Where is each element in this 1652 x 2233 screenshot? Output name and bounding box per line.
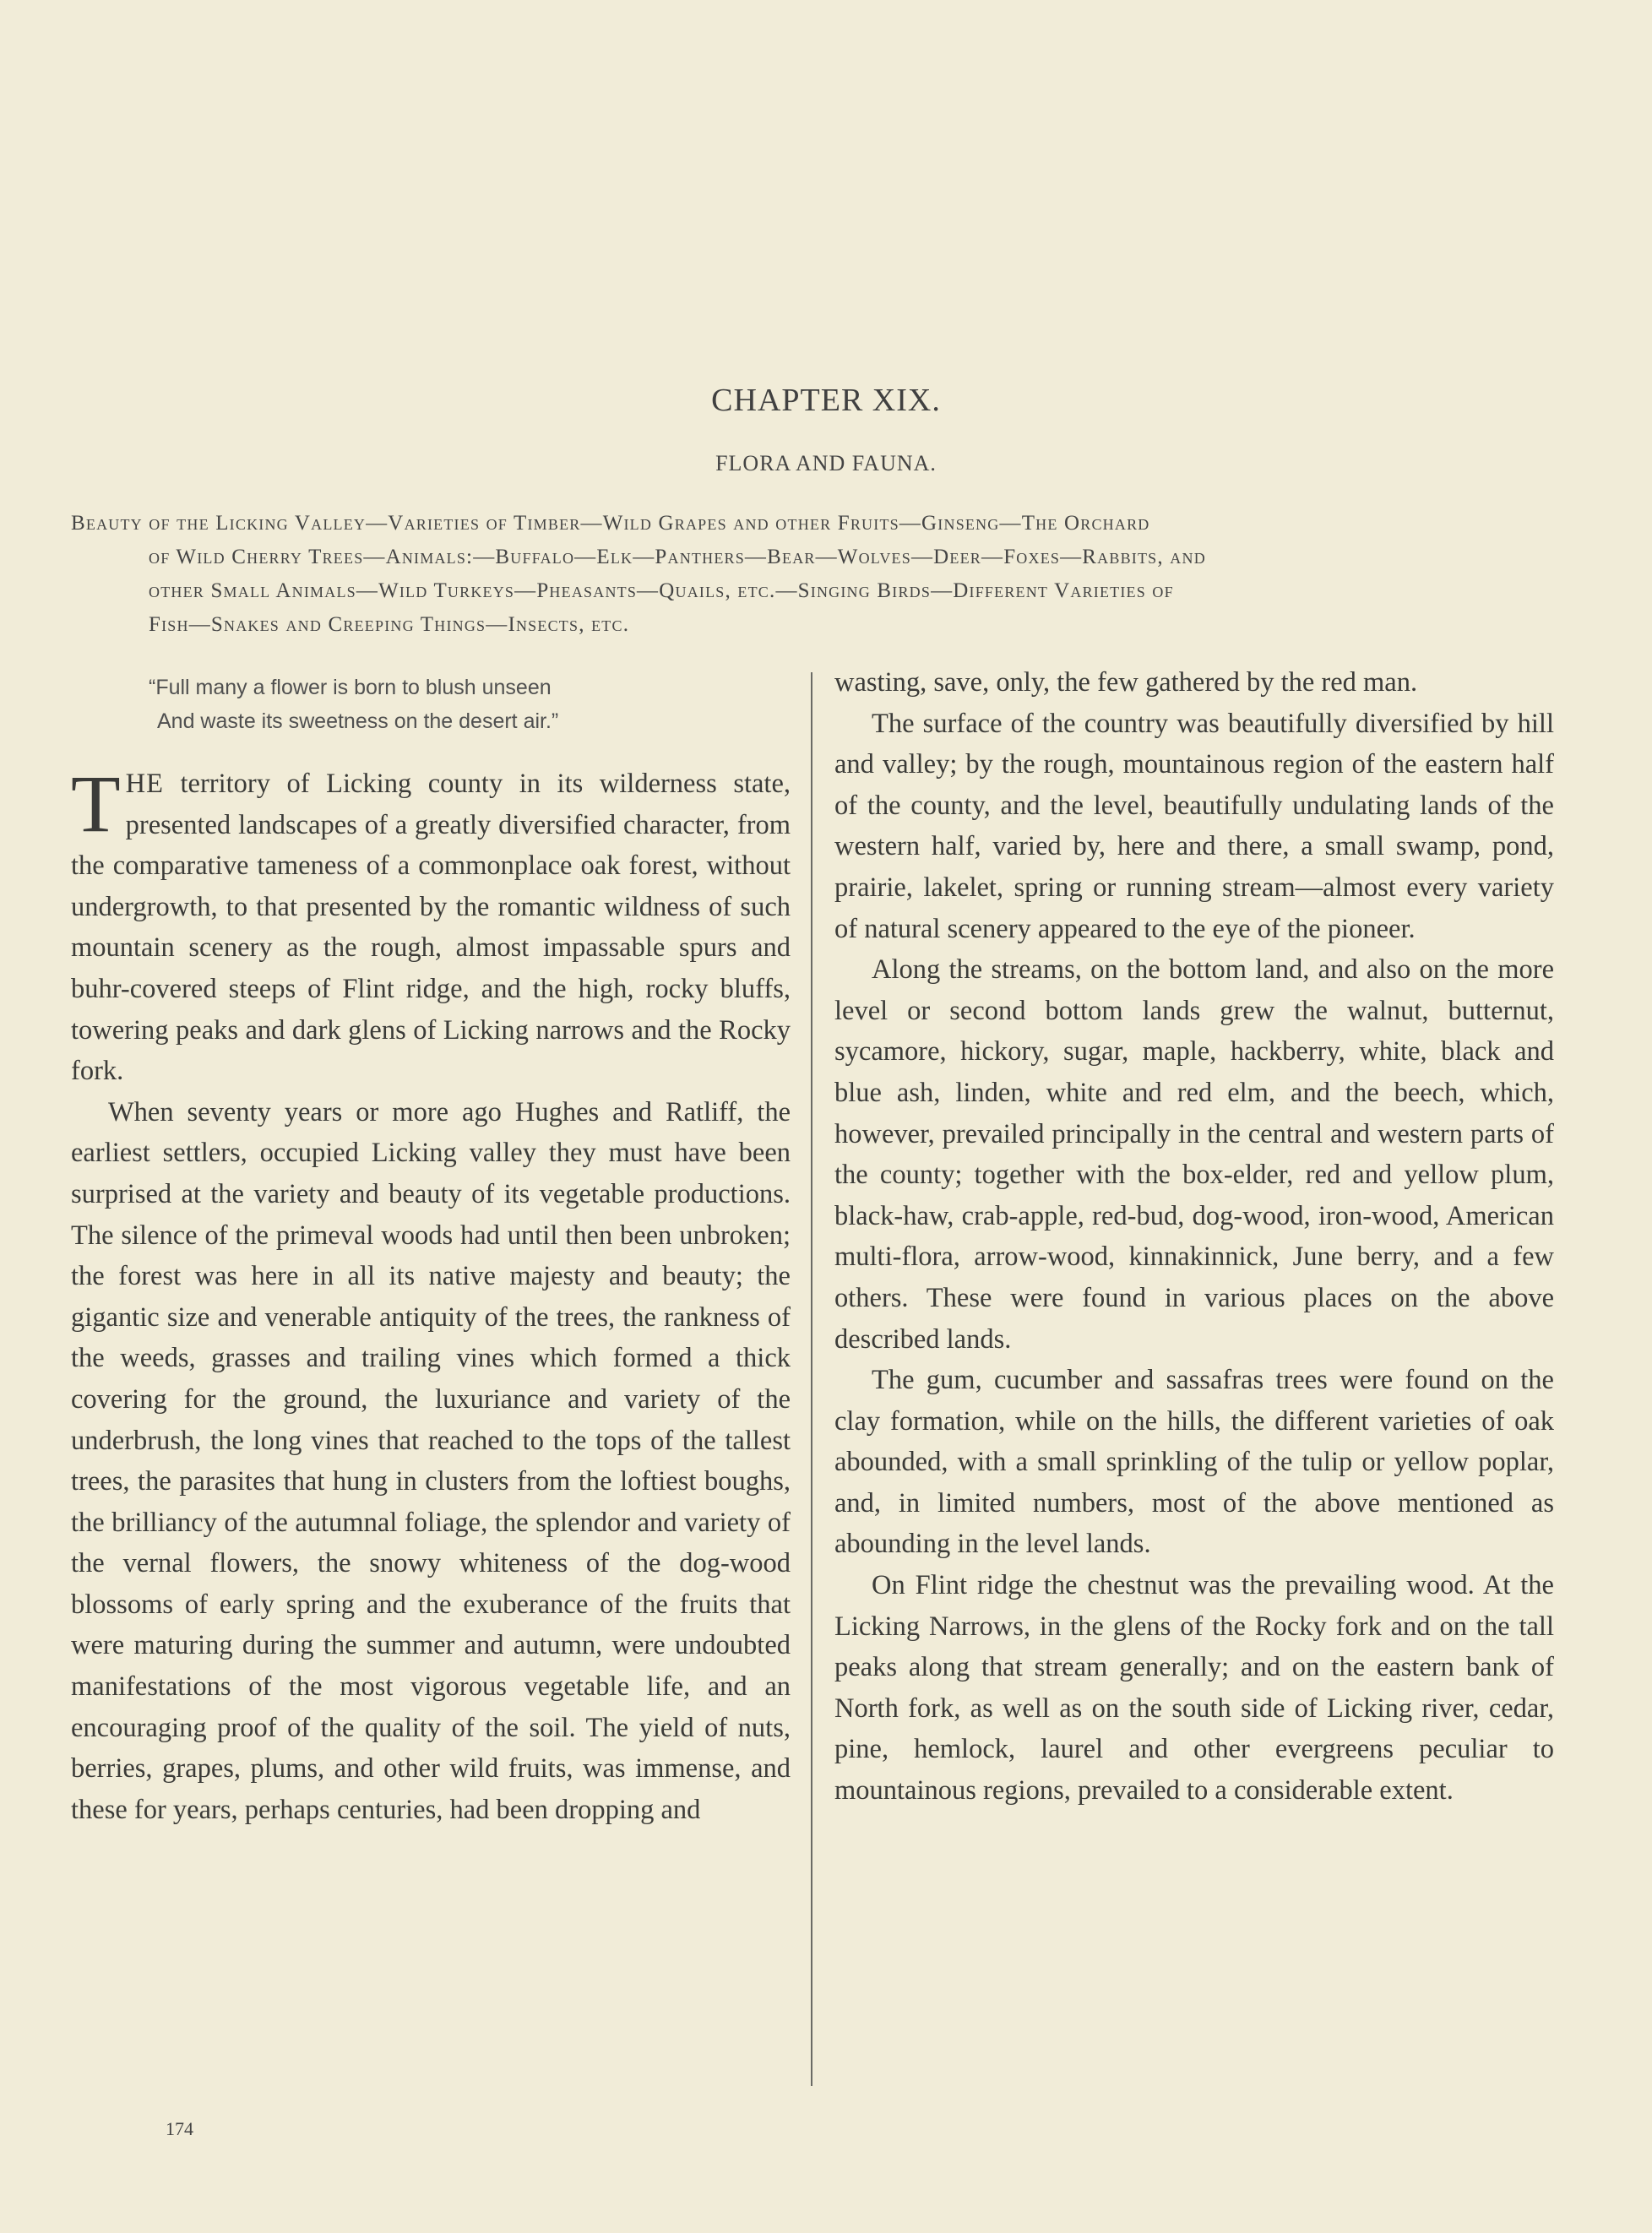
left-column [71,664,791,1830]
paragraph: The surface of the country was beautifully diversified by hill and valley; by the rough, mountainous region of the eastern half of the county, and the level, beautifully undulating lands of the western half, varied by, here and there, a small swamp, pond, prairie, lakelet, spring or running stream—almost every variety of natural scenery appeared to the eye of the pioneer. [834,708,1554,944]
paragraph-continuation: wasting, save, only, the few gathered by the red man. [834,667,1418,698]
chapter-subtitle: FLORA AND FAUNA. [715,451,937,475]
right-column [834,662,1554,1812]
chapter-synopsis [71,507,1554,642]
paragraph [71,758,791,1092]
paragraph-lead-caps: HE [125,769,164,799]
page-number: 174 [166,2118,193,2139]
epigraph-line: “Full many a flower is born to blush unseen [149,676,552,699]
paragraph: The gum, cucumber and sassafras trees were found on the clay formation, while on the hills, the different varieties of oak abounded, with a small sprinkling of the tulip or yellow poplar, and, in limited numbers, most of the above mentioned as abounding in the level lands. [834,1365,1554,1560]
chapter-title: CHAPTER XIX. [711,383,941,418]
epigraph-line: And waste its sweetness on the desert air.” [157,709,559,733]
synopsis-line: other Small Animals—Wild Turkeys—Pheasants—Quails, etc.—Singing Birds—Different Varieties of [149,579,1174,602]
synopsis-line: Beauty of the Licking Valley—Varieties of Timber—Wild Grapes and other Fruits—Ginseng—The Orchard [71,512,1150,535]
paragraph-text: territory of Licking county in its wilderness state, presented landscapes of a greatly diversified character, from the comparative tameness of a commonplace oak forest, without undergrowth, to that presented by the romantic wildness of such mountain scenery as the rough, almost impassable spurs and buhr-covered steeps of Flint ridge, and the high, rocky bluffs, towering peaks and dark glens of Licking narrows and the Rocky fork. [71,769,791,1087]
drop-cap: T [71,758,121,849]
epigraph [149,671,791,738]
paragraph: When seventy years or more ago Hughes and Ratliff, the earliest settlers, occupied Licking valley they must have been surprised at the variety and beauty of its vegetable productions. The silence of the primeval woods had until then been unbroken; the forest was here in all its native majesty and beauty; the gigantic size and venerable antiquity of the trees, the rankness of the weeds, grasses and trailing vines which formed a thick covering for the ground, the luxuriance and variety of the underbrush, the long vines that reached to the tops of the tallest trees, the parasites that hung in clusters from the loftiest boughs, the brilliancy of the autumnal foliage, the splendor and variety of the vernal flowers, the snowy whiteness of the dog-wood blossoms of early spring and the exuberance of the fruits that were maturing during the summer and autumn, were undoubted manifestations of the most vigorous vegetable life, and an encouraging proof of the quality of the soil. The yield of nuts, berries, grapes, plums, and other wild fruits, was immense, and these for years, perhaps centuries, had been dropping and [71,1096,791,1825]
column-divider [811,672,812,2086]
paragraph: Along the streams, on the bottom land, and also on the more level or second bottom lands grew the walnut, butternut, sycamore, hickory, sugar, maple, hackberry, white, black and blue ash, linden, white and red elm, and the beech, which, however, prevailed principally in the central and western parts of the county; together with the box-elder, red and yellow plum, black-haw, crab-apple, red-bud, dog-wood, iron-wood, American multi-flora, arrow-wood, kinnakinnick, June berry, and a few others. These were found in various places on the above described lands. [834,954,1554,1355]
synopsis-line: of Wild Cherry Trees—Animals:—Buffalo—Elk—Panthers—Bear—Wolves—Deer—Foxes—Rabbits, and [149,546,1206,568]
synopsis-line: Fish—Snakes and Creeping Things—Insects, etc. [149,613,630,636]
paragraph: On Flint ridge the chestnut was the prevailing wood. At the Licking Narrows, in the glens of the Rocky fork and on the tall peaks along that stream generally; and on the eastern bank of North fork, as well as on the south side of Licking river, cedar, pine, hemlock, laurel and other evergreens peculiar to mountainous regions, prevailed to a considerable extent. [834,1570,1554,1807]
